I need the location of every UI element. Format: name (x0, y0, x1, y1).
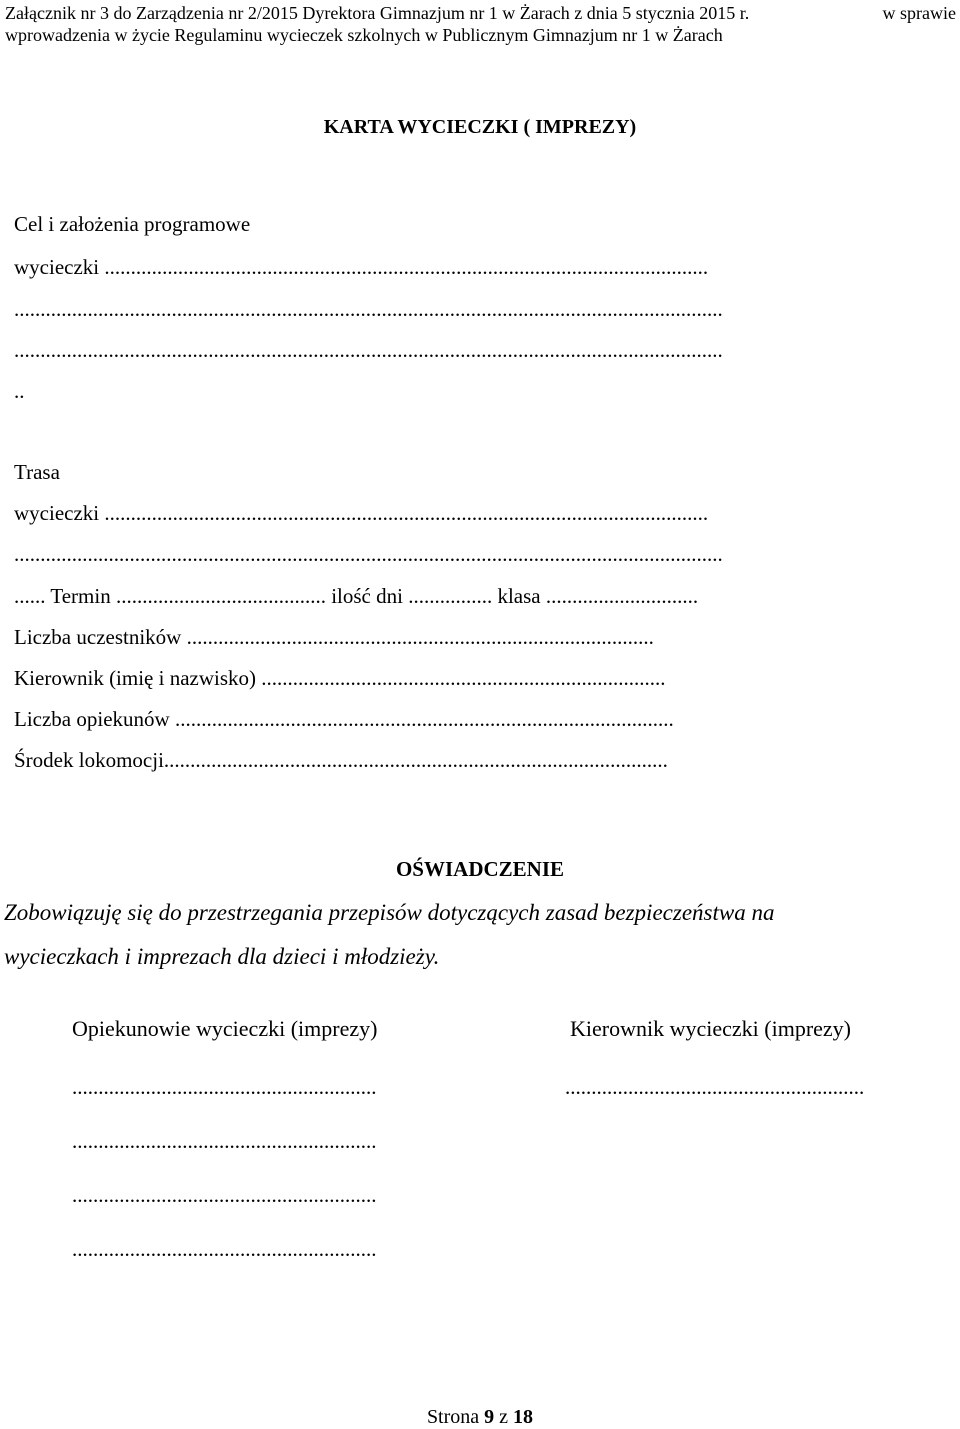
opiekun-signature-line-1: .......................................................... (72, 1075, 377, 1099)
header-line-1: Załącznik nr 3 do Zarządzenia nr 2/2015 Dyrektora Gimnazjum nr 1 w Żarach z dnia 5 stycznia 2015 r. (5, 3, 750, 23)
footer-separator: z (499, 1406, 509, 1428)
declaration-line-2: wycieczkach i imprezach dla dzieci i młodzieży. (4, 944, 440, 969)
opiekun-signature-line-4: .......................................................... (72, 1237, 377, 1261)
footer-prefix: Strona (426, 1406, 480, 1428)
declaration-line-1: Zobowiązuję się do przestrzegania przepisów dotyczących zasad bezpieczeństwa na (4, 900, 775, 925)
footer-page-number: 9 (484, 1406, 495, 1428)
cel-line-1: wycieczki ................................................................................................................... (14, 255, 709, 279)
opiekun-signature-line-2: .......................................................... (72, 1129, 377, 1153)
uczestnicy-field: Liczba uczestników ......................................................................................... (14, 625, 654, 649)
trasa-label: Trasa (14, 460, 60, 484)
cel-line-4: .. (14, 379, 25, 403)
trasa-line-2: ....................................................................................................................................... (14, 542, 723, 566)
kierownik-signature-line: ......................................................... (565, 1075, 865, 1099)
cel-line-3: ....................................................................................................................................... (14, 338, 723, 362)
trasa-line-1: wycieczki ................................................................................................................... (14, 501, 709, 525)
cel-line-2: ....................................................................................................................................... (14, 297, 723, 321)
page-footer (0, 1406, 960, 1429)
kierownik-signature-label: Kierownik wycieczki (imprezy) (570, 1016, 851, 1041)
lokomocja-field: Środek lokomocji................................................................................................ (14, 748, 668, 772)
header-line-1-right: w sprawie (882, 3, 956, 23)
kierownik-field: Kierownik (imię i nazwisko) ............................................................................. (14, 666, 666, 690)
header-line-2: wprowadzenia w życie Regulaminu wycieczek szkolnych w Publicznym Gimnazjum nr 1 w Żarach (5, 25, 723, 45)
footer-page-total: 18 (513, 1406, 534, 1428)
opiekunowie-signature-label: Opiekunowie wycieczki (imprezy) (72, 1016, 378, 1041)
opiekunowie-count-field: Liczba opiekunów ............................................................................................... (14, 707, 674, 731)
opiekun-signature-line-3: .......................................................... (72, 1183, 377, 1207)
cel-label: Cel i założenia programowe (14, 212, 251, 236)
declaration-title: OŚWIADCZENIE (395, 857, 565, 881)
termin-line: ...... Termin ........................................ ilość dni ................ klasa ............................. (14, 584, 699, 608)
page-title: KARTA WYCIECZKI ( IMPREZY) (323, 116, 637, 138)
